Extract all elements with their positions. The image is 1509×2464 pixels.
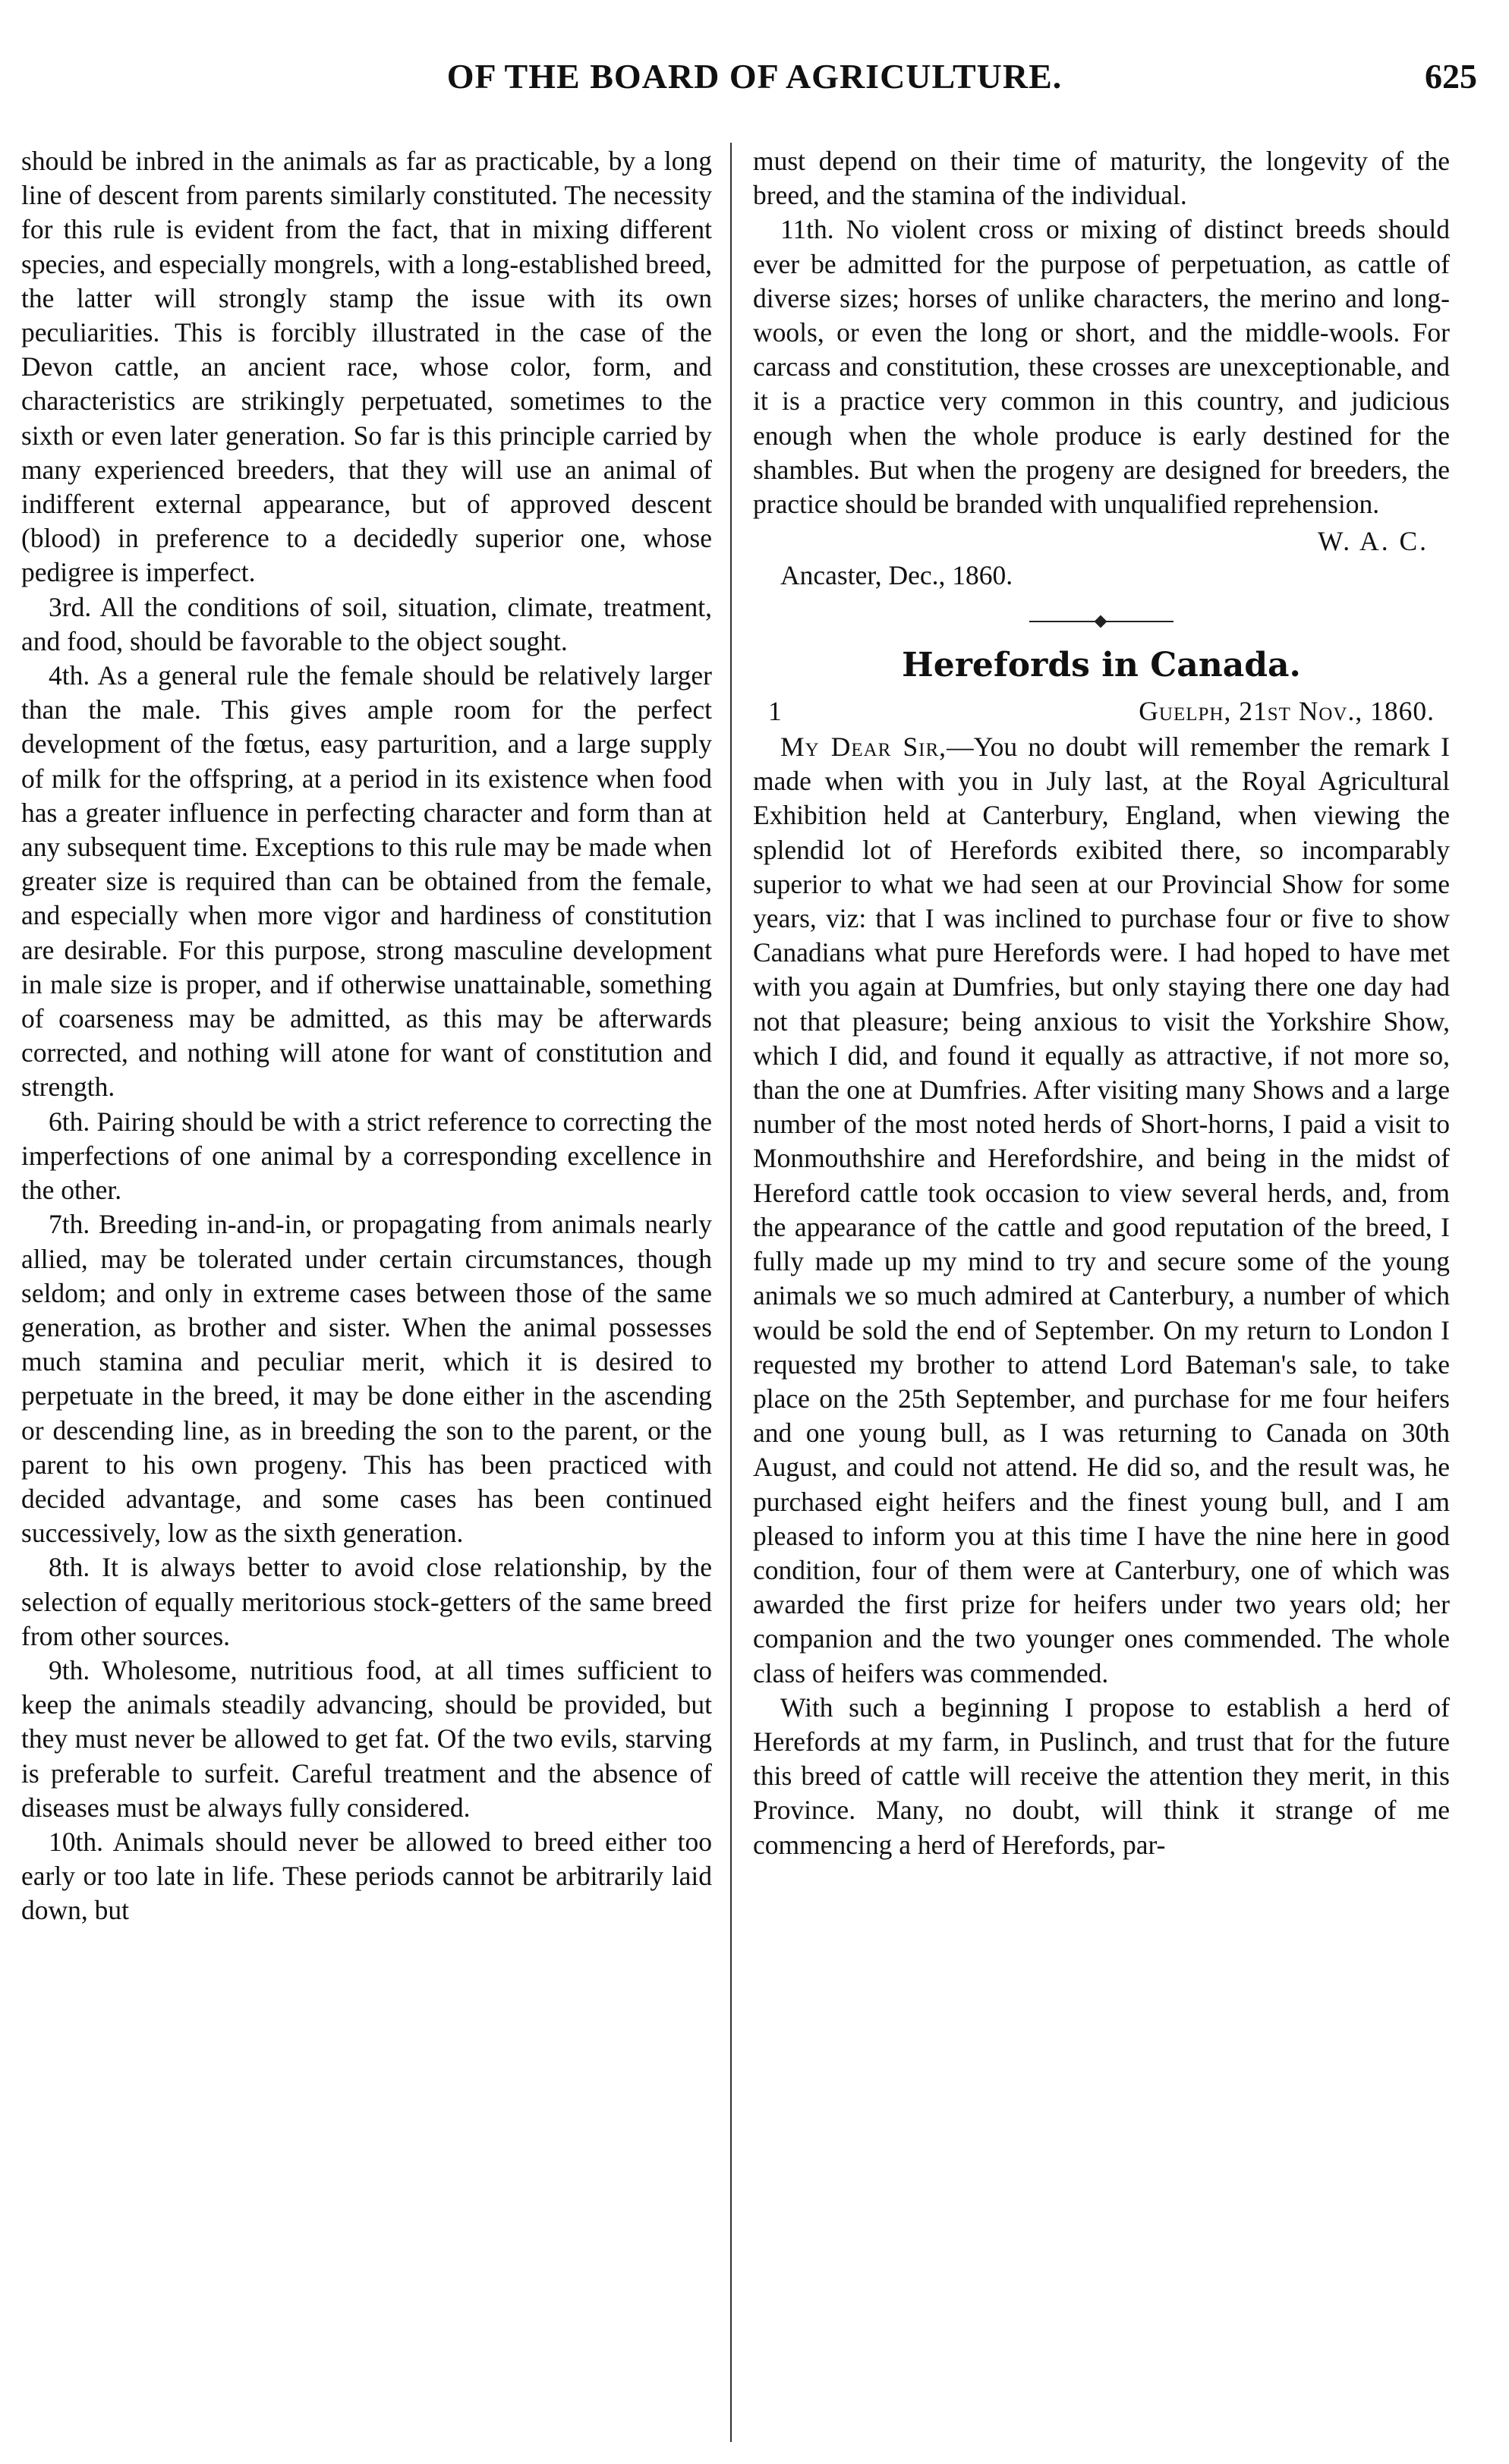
- section-divider: [1029, 621, 1173, 622]
- paragraph: 8th. It is always better to avoid close relationship, by the selection of equally meritorious stock-getters of the same breed from other sources.: [21, 1552, 712, 1651]
- letter-header: [753, 694, 1450, 729]
- paragraph: 6th. Pairing should be with a strict reference to correcting the imperfections of one animal by a corresponding excellence in the other.: [21, 1106, 712, 1206]
- paragraph: 10th. Animals should never be allowed to breed either too early or too late in life. These periods cannot be arbitrarily laid down, but: [21, 1826, 712, 1926]
- paragraph: 4th. As a general rule the female should be relatively larger than the male. This gives ample room for the perfect development of the fœtus, easy parturition, and a large supply of milk for the offspring, at a period in its existence when food has a greater influence in perfecting character and form than at any subsequent time. Exceptions to this rule may be made when greater size is required than can be obtained from the female, and especially when more vigor and hardiness of constitution are desirable. For this purpose, strong masculine development in male size is proper, and if otherwise unattainable, something of coarseness may be admitted, as this may be afterwards corrected, and nothing will atone for want of constitution and strength.: [21, 660, 712, 1103]
- signature: W. A. C.: [1318, 526, 1429, 557]
- article-title: Herefords in Canada.: [902, 645, 1301, 684]
- paragraph: 3rd. All the conditions of soil, situation, climate, treatment, and food, should be favorable to the object sought.: [21, 591, 712, 656]
- letter-paragraph: [753, 730, 1450, 1691]
- paragraph: 11th. No violent cross or mixing of distinct breeds should ever be admitted for the purpose of perpetuation, as cattle of diverse sizes; horses of unlike characters, the merino and long-wools, or even the long or short, and the middle-wools. For carcass and constitution, these crosses are unexceptionable, and it is a practice very common in this country, and judicious enough when the whole produce is early destined for the shambles. But when the progeny are designed for breeders, the practice should be branded with unqualified reprehension.: [753, 214, 1450, 520]
- left-column: [21, 144, 712, 1928]
- dateline: Ancaster, Dec., 1860.: [780, 560, 1013, 591]
- salutation: My Dear Sir,: [780, 732, 947, 763]
- column-divider: [730, 143, 732, 2442]
- place-date: Guelph, 21st Nov., 1860.: [1139, 695, 1435, 726]
- paragraph: should be inbred in the animals as far as practicable, by a long line of descent from parents similarly constituted. The necessity for this rule is evident from the fact, that in mixing different species, and especially mongrels, with a long-established breed, the latter will strongly stamp the issue with its own peculiarities. This is forcibly illustrated in the case of the Devon cattle, an ancient race, whose color, form, and characteristics are strikingly perpetuated, sometimes to the sixth or even later generation. So far is this principle carried by many experienced breeders, that they will use an animal of indifferent external appearance, but of approved descent (blood) in preference to a decidedly superior one, whose pedigree is imperfect.: [21, 146, 712, 588]
- page-header: [0, 56, 1509, 109]
- running-title: OF THE BOARD OF AGRICULTURE.: [446, 57, 1063, 96]
- page-number: 625: [1425, 57, 1477, 96]
- letter-body: —You no doubt will remember the remark I made when with you in July last, at the Royal Agricultural Exhibition held at Canterbury, England, when viewing the splendid lot of Herefords exibited there, so incomparably superior to what we had seen at our Provincial Show for some years, viz: that I was inclined to purchase four or five to show Canadians what pure Herefords were. I had hoped to have met with you again at Dumfries, but only staying there one day had not that pleasure; being anxious to visit the Yorkshire Show, which I did, and found it equally as attractive, if not more so, than the one at Dumfries. After visiting many Shows and a large number of the most noted herds of Short-horns, I paid a visit to Monmouthshire and Herefordshire, and being in the midst of Hereford cattle took occasion to view several herds, and, from the appearance of the cattle and good reputation of the breed, I fully made up my mind to try and secure some of the young animals we so much admired at Canterbury, a number of which would be sold the end of September. On my return to London I requested my brother to attend Lord Bateman's sale, to take place on the 25th September, and purchase for me four heifers and one young bull, as I was returning to Canada on 30th August, and could not attend. He did so, and the result was, he purchased eight heifers and the finest young bull, and I am pleased to inform you at this time I have the nine here in good condition, four of them were at Canterbury, one of which was awarded the first prize for heifers under two years old; her companion and the two younger ones commended. The whole class of heifers was commended.: [753, 732, 1450, 1688]
- paragraph: 9th. Wholesome, nutritious food, at all times sufficient to keep the animals steadily advancing, should be provided, but they must never be allowed to get fat. Of the two evils, starving is preferable to surfeit. Careful treatment and the absence of diseases must be always fully considered.: [21, 1654, 712, 1823]
- paragraph: With such a beginning I propose to establish a herd of Herefords at my farm, in Puslinch, and trust that for the future this breed of cattle will receive the attention they merit, in this Province. Many, no doubt, will think it strange of me commencing a herd of Herefords, par-: [753, 1691, 1450, 1860]
- right-column: [753, 144, 1450, 1862]
- marginal-marker: 1: [768, 695, 782, 726]
- paragraph: 7th. Breeding in-and-in, or propagating from animals nearly allied, may be tolerated under certain circumstances, though seldom; and only in extreme cases between those of the same generation, as brother and sister. When the animal possesses much stamina and peculiar merit, which it is desired to perpetuate in the breed, it may be done either in the ascending or descending line, as in breeding the son to the parent, or the parent to his own progeny. This has been practiced with decided advantage, and some cases has been continued successively, low as the sixth generation.: [21, 1209, 712, 1549]
- paragraph: must depend on their time of maturity, the longevity of the breed, and the stamina of the individual.: [753, 146, 1450, 211]
